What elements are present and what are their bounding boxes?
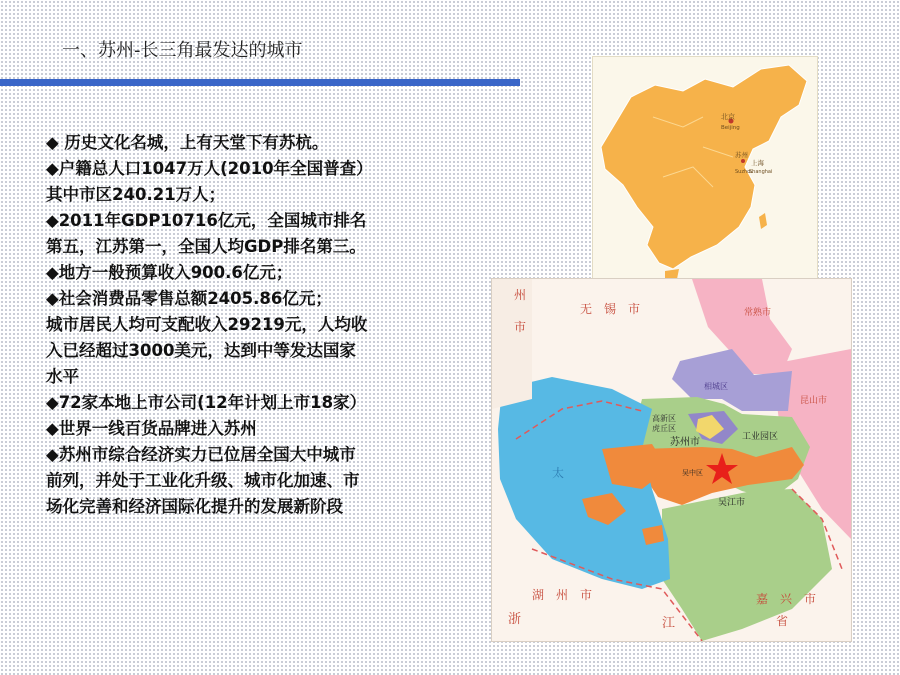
china-map <box>592 56 818 282</box>
bullet-line: ◆户籍总人口1047万人(2010年全国普查） <box>46 159 373 178</box>
map-label-zhou: 州 <box>514 288 527 302</box>
bullet-line: 入已经超过3000美元，达到中等发达国家 <box>46 341 356 360</box>
map-label-tai: 太 <box>552 466 565 480</box>
taiwan-island <box>759 213 767 229</box>
bullet-line: ◆地方一般预算收入900.6亿元； <box>46 263 293 282</box>
map-label-wuxi: 无 锡 市 <box>580 302 641 316</box>
bullet-line: 其中市区240.21万人； <box>46 185 226 204</box>
bullet-line: 场化完善和经济国际化提升的发展新阶段 <box>46 497 343 516</box>
bullet-line: 前列，并处于工业化升级、城市化加速、市 <box>46 471 360 490</box>
china-map-graphic <box>593 57 817 281</box>
shanghai-label-cn: 上海 <box>751 159 764 167</box>
title-underline-bar <box>0 79 520 86</box>
bullet-line: ◆2011年GDP10716亿元，全国城市排名 <box>46 211 367 230</box>
suzhou-label-en: Suzhou <box>735 169 754 175</box>
bullet-line: 第五，江苏第一，全国人均GDP排名第三。 <box>46 237 366 256</box>
map-label-jiaxing: 嘉 兴 市 <box>756 592 817 606</box>
map-label-huqiu: 虎丘区 <box>652 424 676 433</box>
bullet-list <box>46 130 486 520</box>
suzhou-map <box>491 278 852 642</box>
map-label-wuzhong: 吴中区 <box>682 469 703 477</box>
china-landmass <box>601 65 807 269</box>
map-label-zhe: 浙 <box>508 612 522 627</box>
map-label-changshu: 常熟市 <box>744 308 772 318</box>
beijing-label-cn: 北京 <box>721 113 735 121</box>
map-label-gaoxin: 高新区 <box>652 414 676 423</box>
bullet-line: ◆社会消费品零售总额2405.86亿元； <box>46 289 332 308</box>
page-title: 一、苏州-长三角最发达的城市 <box>62 40 303 61</box>
bullet-line: ◆世界一线百货品牌进入苏州 <box>46 419 257 438</box>
map-label-sheng: 省 <box>776 614 789 628</box>
map-label-xiangcheng: 相城区 <box>704 382 728 391</box>
map-label-jiang: 江 <box>662 616 676 631</box>
bullet-line: 城市居民人均可支配收入29219元，人均收 <box>46 315 368 334</box>
shanghai-label-en: Shanghai <box>749 169 773 175</box>
bullet-line: ◆72家本地上市公司(12年计划上市18家） <box>46 393 367 412</box>
map-label-gongye: 工业园区 <box>742 432 779 442</box>
suzhou-marker <box>741 159 745 163</box>
suzhou-label-cn: 苏州 <box>735 151 748 159</box>
beijing-label-en: Beijing <box>721 125 740 131</box>
bullet-line: ◆苏州市综合经济实力已位居全国大中城市 <box>46 445 356 464</box>
bullet-line: 水平 <box>46 367 79 386</box>
suzhou-map-graphic <box>492 279 851 641</box>
map-label-kunshan: 昆山市 <box>800 396 828 406</box>
map-label-shi-left: 市 <box>514 320 527 334</box>
map-label-wujiang: 吴江市 <box>718 498 746 508</box>
bullet-line: ◆ 历史文化名城，上有天堂下有苏杭。 <box>46 133 329 152</box>
map-label-suzhou: 苏州市 <box>670 437 700 448</box>
map-label-huzhou: 湖 州 市 <box>532 588 593 602</box>
